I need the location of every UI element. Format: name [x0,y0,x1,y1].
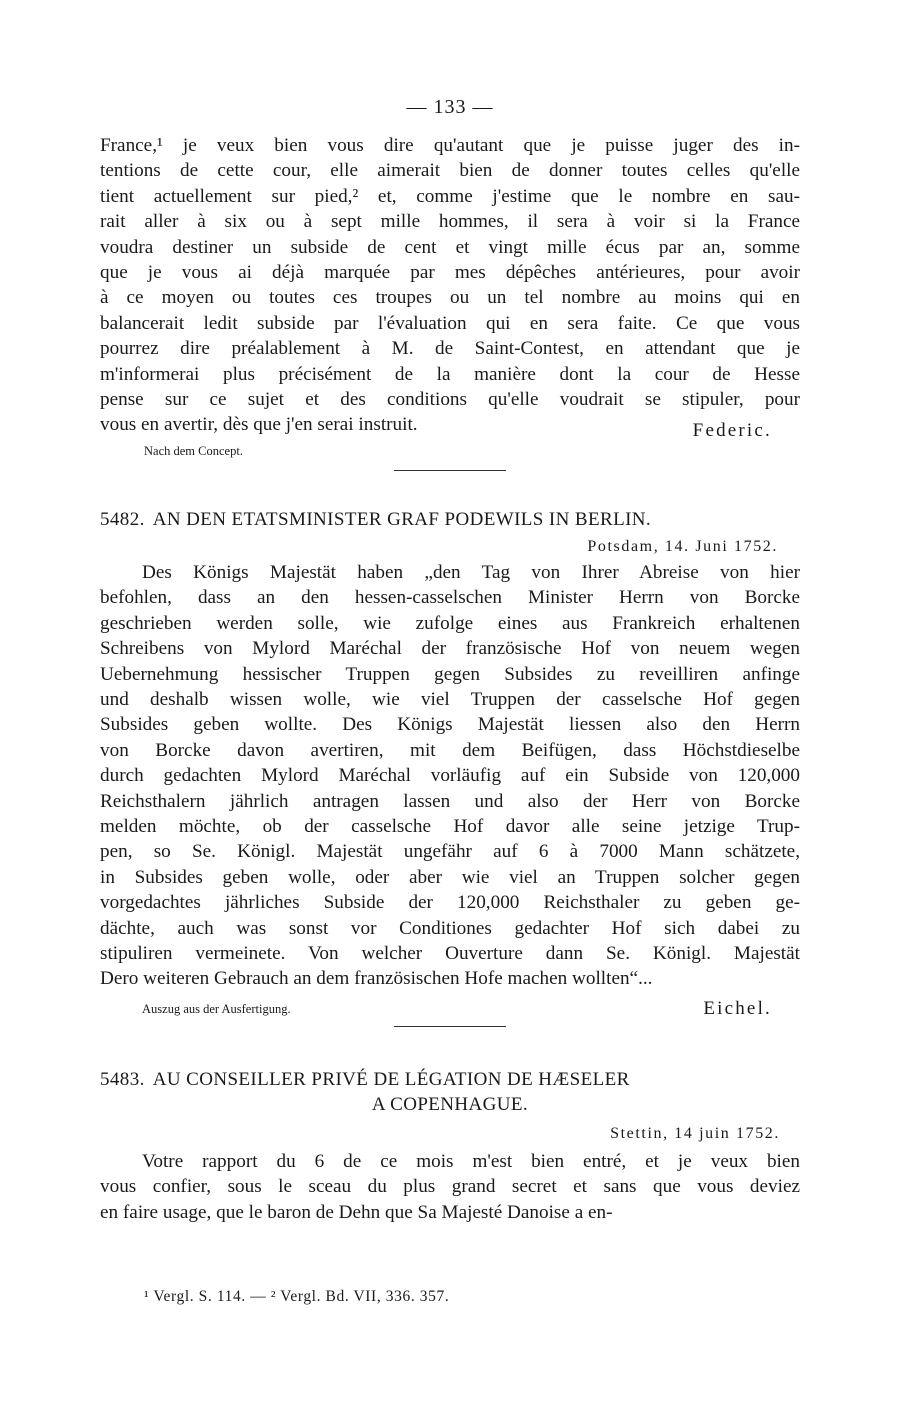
page-number: — 133 — [406,96,494,118]
text-line: Dero weiteren Gebrauch an dem französischen Hofe machen wollten“... [100,968,653,990]
closing-row-b [100,992,800,1026]
text-line: balancerait ledit subside par l'évaluation qui en sera faite. Ce que vous [100,312,800,334]
text-line: vous en avertir, dès que j'en serai instruit. [100,414,418,436]
source-note: Auszug aus der Ausfertigung. [142,1001,291,1016]
text-line: tient actuellement sur pied,² et, comme j'estime que le nombre en sau- [100,185,800,207]
letter-heading [100,507,800,532]
text-line: geschrieben werden solle, wie zufolge eines aus Frankreich erhaltenen [100,612,800,634]
text-line: Subsides geben wollte. Des Königs Majestät liessen also den Herrn [100,714,800,736]
dateline: Stettin, 14 juin 1752. [610,1124,780,1142]
text-line: à ce moyen ou toutes ces troupes ou un tel nombre au moins qui en [100,287,800,309]
text-line: pense sur ce sujet et des conditions qu'elle voudrait se stipuler, pour [100,389,800,411]
text-line: France,¹ je veux bien vous dire qu'autant que je puisse juger des in- [100,135,800,156]
text-line: in Subsides geben wolle, oder aber wie viel an Truppen solcher gegen [100,866,800,888]
text-line: m'informerai plus précisément de la manière dont la cour de Hesse [100,363,800,385]
footnotes: ¹ Vergl. S. 114. — ² Vergl. Bd. VII, 336. 357. [144,1288,450,1305]
letter-title: AU CONSEILLER PRIVÉ DE LÉGATION DE HÆSELER [152,1068,630,1090]
signature: Eichel. [703,997,772,1019]
text-line: von Borcke davon avertiren, mit dem Beifügen, dass Höchstdieselbe [100,739,800,761]
letter-number: 5482. [100,508,145,530]
text-line: Uebernehmung hessischer Truppen gegen Subsides zu reveilliren anfinge [100,663,800,685]
text-line: befohlen, dass an den hessen-casselschen Minister Herrn von Borcke [100,587,800,609]
text-line: tentions de cette cour, elle aimerait bien de donner toutes celles qu'elle [100,160,800,182]
letter-continuation [100,133,800,438]
text-line: vorgedachtes jährliches Subside der 120,000 Reichsthaler zu geben ge- [100,892,800,914]
letter-heading [100,1067,800,1092]
source-note: Nach dem Concept. [144,443,243,458]
letter-title-continued: A COPENHAGUE. [371,1093,529,1115]
letter-body [100,1149,800,1225]
document-page [100,96,800,1326]
text-line: stipuliren vermeinete. Von welcher Ouverture dann Se. Königl. Majestät [100,942,800,964]
text-line: vous confier, sous le sceau du plus grand secret et sans que vous deviez [100,1176,800,1198]
text-line: durch gedachten Mylord Maréchal vorläufig auf ein Subside von 120,000 [100,765,800,787]
signature: Federic. [692,419,772,441]
letter-body [100,560,800,992]
text-line: voudra destiner un subside de cent et vingt mille écus par an, somme [100,236,800,258]
dateline: Potsdam, 14. Juni 1752. [587,537,778,555]
letter-title: AN DEN ETATSMINISTER GRAF PODEWILS IN BERLIN. [152,508,652,530]
text-line: Schreibens von Mylord Maréchal der französische Hof von neuem wegen [100,638,800,660]
text-line: Votre rapport du 6 de ce mois m'est bien entré, et je veux bien [142,1150,800,1172]
text-line: und deshalb wissen wolle, wie viel Truppen der casselsche Hof gegen [100,688,800,710]
text-line: pen, so Se. Königl. Majestät ungefähr auf 6 à 7000 Mann schätzete, [100,841,800,863]
text-line: rait aller à six ou à sept mille hommes, il sera à voir si la France [100,211,800,233]
text-line: melden möchte, ob der casselsche Hof davor alle seine jetzige Trup- [100,815,800,837]
text-line: Des Königs Majestät haben „den Tag von Ihrer Abreise von hier [142,561,800,583]
text-line: que je vous ai déjà marquée par mes dépêches antérieures, pour avoir [100,262,800,284]
text-line: en faire usage, que le baron de Dehn que Sa Majesté Danoise a en- [100,1201,613,1223]
text-line: pourrez dire préalablement à M. de Saint-Contest, en attendant que je [100,338,800,360]
letter-number: 5483. [100,1068,145,1090]
text-line: dächte, auch was sonst vor Conditiones gedachter Hof sich dabei zu [100,917,800,939]
text-line: Reichsthalern jährlich antragen lassen und also der Herr von Borcke [100,790,800,812]
